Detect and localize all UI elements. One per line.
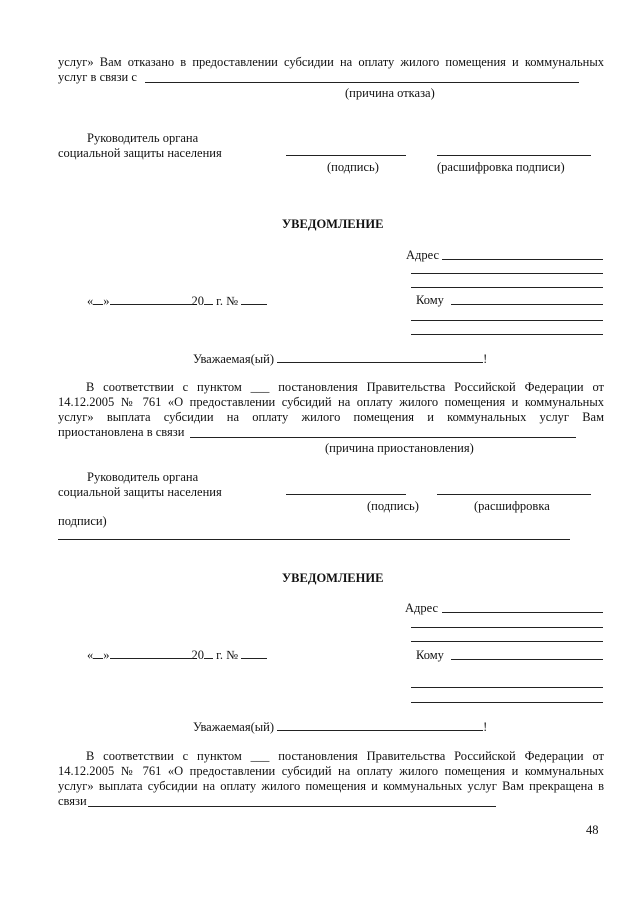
notice-2-reason-field: [88, 806, 496, 807]
year-suffix: г. №: [216, 648, 239, 662]
notice-2-to-field-1: [451, 659, 603, 660]
signature-field: [286, 155, 406, 156]
signature-2-role-line-1: Руководитель органа: [87, 470, 199, 484]
quote-open: «: [87, 294, 94, 308]
notice-2-to-field-2: [411, 687, 603, 688]
notice-2-address-field-3: [411, 641, 603, 642]
greeting-name-field: [277, 351, 483, 363]
signature-caption: (подпись): [327, 160, 379, 174]
notice-1-greeting: [193, 351, 487, 367]
page-number: 48: [586, 823, 599, 837]
quote-close: »: [103, 294, 110, 308]
notice-1-to-field-1: [451, 304, 603, 305]
refusal-reason-caption: (причина отказа): [345, 86, 435, 100]
notice-2-to-label: Кому: [416, 648, 444, 662]
notice-1-address-field-2: [411, 273, 603, 274]
notice-2-body-line-3: услуг» выплата субсидии на оплату жилого помещения и коммунальных услуг Вам прекращена в: [58, 779, 604, 793]
notice-1-address-field-1: [442, 259, 603, 260]
greeting-label: Уважаемая(ый): [193, 720, 274, 734]
notice-1-reason-caption: (причина приостановления): [325, 441, 474, 455]
notice-1-to-field-3: [411, 334, 603, 335]
day-field: [93, 293, 103, 305]
notice-2-address-label: Адрес: [405, 601, 439, 615]
greeting-exclamation: !: [483, 352, 488, 366]
year-prefix: 20: [191, 648, 204, 662]
greeting-name-field: [277, 719, 483, 731]
year-field: [204, 293, 213, 305]
notice-1-body-line-4: приостановлена в связи: [58, 425, 185, 439]
month-field: [110, 647, 192, 659]
greeting-exclamation: !: [483, 720, 488, 734]
notice-1-date-number: [87, 293, 267, 309]
refusal-reason-field: [145, 82, 579, 83]
notice-2-greeting: [193, 719, 487, 735]
notice-1-title: УВЕДОМЛЕНИЕ: [282, 217, 384, 231]
quote-open: «: [87, 648, 94, 662]
signature-2-decode-field: [437, 494, 591, 495]
signature-2-decode-caption-cont: подписи): [58, 514, 107, 528]
year-prefix: 20: [191, 294, 204, 308]
separator-line: [58, 539, 570, 540]
number-field: [241, 647, 267, 659]
notice-2-body-line-1: В соответствии с пунктом ___ постановления Правительства Российской Федерации от: [86, 749, 604, 763]
year-field: [204, 647, 213, 659]
refusal-text-line-2: услуг в связи с: [58, 70, 137, 84]
notice-2-address-field-1: [442, 612, 603, 613]
day-field: [93, 647, 103, 659]
refusal-text-line-1: услуг» Вам отказано в предоставлении субсидии на оплату жилого помещения и коммунальных: [58, 55, 604, 69]
notice-1-reason-field: [190, 437, 576, 438]
notice-1-address-label: Адрес: [406, 248, 440, 262]
quote-close: »: [103, 648, 110, 662]
signature-role-line-2: социальной защиты населения: [58, 146, 222, 160]
month-field: [110, 293, 192, 305]
signature-2-caption: (подпись): [367, 499, 419, 513]
number-field: [241, 293, 267, 305]
greeting-label: Уважаемая(ый): [193, 352, 274, 366]
notice-2-title: УВЕДОМЛЕНИЕ: [282, 571, 384, 585]
notice-1-to-label: Кому: [416, 293, 444, 307]
notice-2-body-line-2: 14.12.2005 № 761 «О предоставлении субсидий на оплату жилого помещения и коммунальных: [58, 764, 604, 778]
notice-2-body-line-4: связи: [58, 794, 87, 808]
signature-2-role-line-2: социальной защиты населения: [58, 485, 222, 499]
signature-role-line-1: Руководитель органа: [87, 131, 199, 145]
signature-decode-caption: (расшифровка подписи): [437, 160, 565, 174]
notice-1-address-field-3: [411, 287, 603, 288]
signature-2-decode-caption: (расшифровка: [474, 499, 550, 513]
notice-1-body-line-2: 14.12.2005 № 761 «О предоставлении субсидий на оплату жилого помещения и коммунальных: [58, 395, 604, 409]
year-suffix: г. №: [216, 294, 239, 308]
signature-2-field: [286, 494, 406, 495]
notice-2-to-field-3: [411, 702, 603, 703]
signature-decode-field: [437, 155, 591, 156]
notice-1-body-line-3: услуг» выплата субсидии на оплату жилого помещения и коммунальных услуг Вам: [58, 410, 604, 424]
notice-2-date-number: [87, 647, 267, 663]
notice-1-to-field-2: [411, 320, 603, 321]
notice-1-body-line-1: В соответствии с пунктом ___ постановления Правительства Российской Федерации от: [86, 380, 604, 394]
notice-2-address-field-2: [411, 627, 603, 628]
